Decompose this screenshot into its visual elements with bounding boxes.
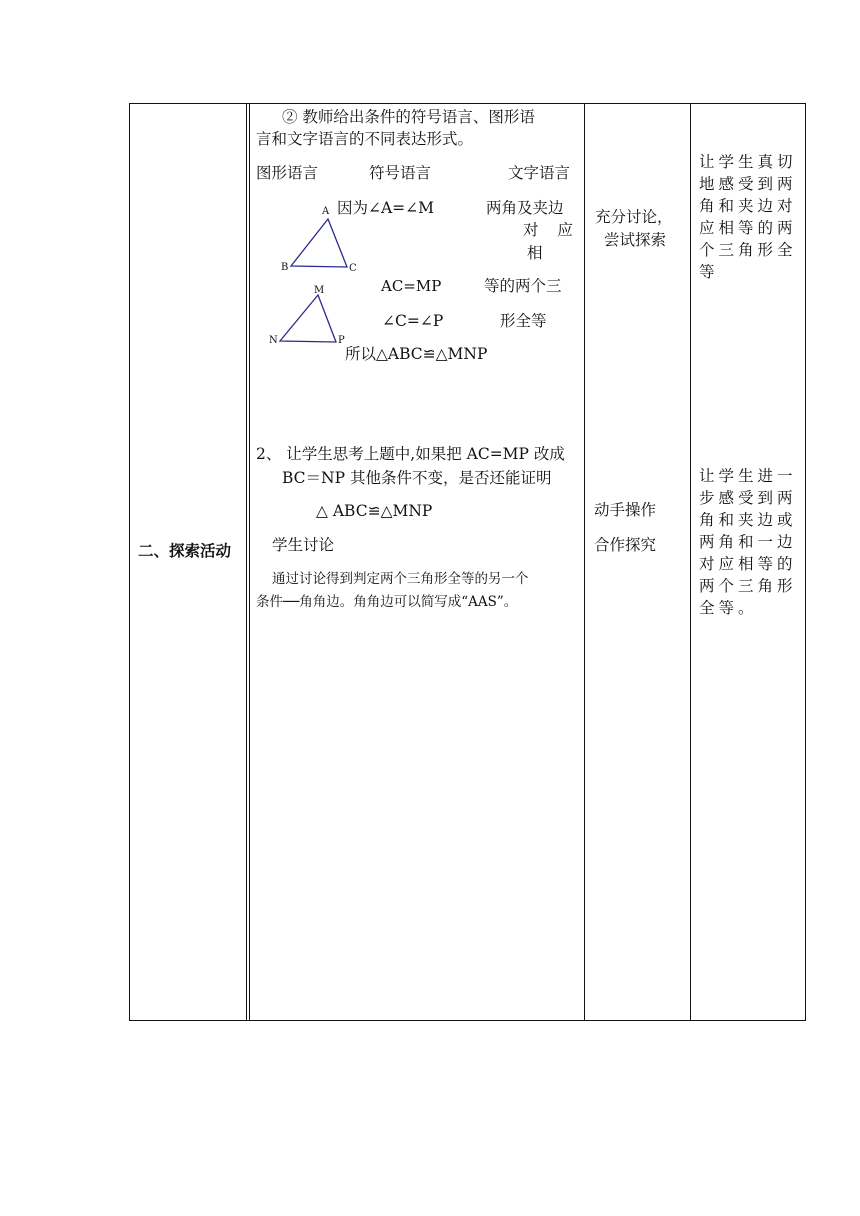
- text-language-line-4: 等的两个三: [484, 277, 562, 295]
- activity-block-2-line-1: 动手操作: [594, 501, 657, 519]
- purpose-block-2: [699, 465, 797, 619]
- purpose-1-line: 等: [699, 263, 719, 281]
- purpose-1-line: 个三角形全: [699, 241, 797, 259]
- purpose-2-line: 让学生进一: [699, 467, 797, 485]
- purpose-2-line: 两角和一边: [699, 533, 797, 551]
- conclusion-line-2: 条件──角角边。角角边可以简写成“AAS”。: [256, 594, 518, 610]
- label-p: P: [338, 335, 345, 346]
- intro-line-2: 言和文字语言的不同表达形式。: [256, 130, 474, 148]
- label-n: N: [269, 335, 278, 346]
- discussion-label: 学生讨论: [272, 536, 335, 554]
- purpose-1-line: 应相等的两: [699, 219, 797, 237]
- purpose-1-line: 让学生真切: [699, 153, 797, 171]
- text-language-line-2: 对 应: [523, 221, 573, 239]
- question-2-line-3: △ ABC≌△MNP: [316, 502, 433, 520]
- purpose-2-line: 两个三角形: [699, 577, 797, 595]
- question-2-line-1: 2、 让学生思考上题中,如果把 AC=MP 改成: [256, 445, 565, 463]
- purpose-block-1: [699, 151, 797, 283]
- purpose-2-line: 对应相等的: [699, 555, 797, 573]
- activity-block-2-line-2: 合作探究: [594, 536, 657, 554]
- symbolic-line-2: AC=MP: [381, 277, 442, 295]
- text-language-line-3: 相: [527, 244, 543, 262]
- conclusion-line-1: 通过讨论得到判定两个三角形全等的另一个: [272, 571, 529, 587]
- text-language-line-1: 两角及夹边: [486, 199, 564, 217]
- label-m: M: [314, 285, 325, 296]
- purpose-2-line: 全等。: [699, 599, 758, 617]
- triangle-mnp: [280, 295, 336, 342]
- label-c: C: [349, 263, 357, 274]
- purpose-2-line: 角和夹边或: [699, 511, 797, 529]
- purpose-2-line: 步感受到两: [699, 489, 797, 507]
- label-b: B: [281, 262, 289, 273]
- activity-block-1-line-1: 充分讨论，: [595, 208, 673, 226]
- purpose-1-line: 地感受到两: [699, 175, 797, 193]
- header-text-language: 文字语言: [508, 164, 571, 182]
- label-a: A: [322, 206, 330, 217]
- symbolic-line-1: 因为∠A=∠M: [337, 199, 435, 217]
- activity-block-1-line-2: 尝试探索: [604, 231, 667, 249]
- purpose-1-line: 角和夹边对: [699, 197, 797, 215]
- row-label: 二、探索活动: [138, 542, 232, 560]
- symbolic-line-3: ∠C=∠P: [382, 312, 444, 330]
- triangle-abc: [291, 219, 347, 267]
- question-2-line-2: BC＝NP 其他条件不变，是否还能证明: [282, 469, 552, 487]
- header-symbolic-language: 符号语言: [369, 164, 432, 182]
- text-language-line-5: 形全等: [500, 312, 547, 330]
- header-graphic-language: 图形语言: [256, 164, 319, 182]
- symbolic-line-4: 所以△ABC≌△MNP: [345, 345, 488, 363]
- intro-line-1: ② 教师给出条件的符号语言、图形语: [282, 108, 535, 126]
